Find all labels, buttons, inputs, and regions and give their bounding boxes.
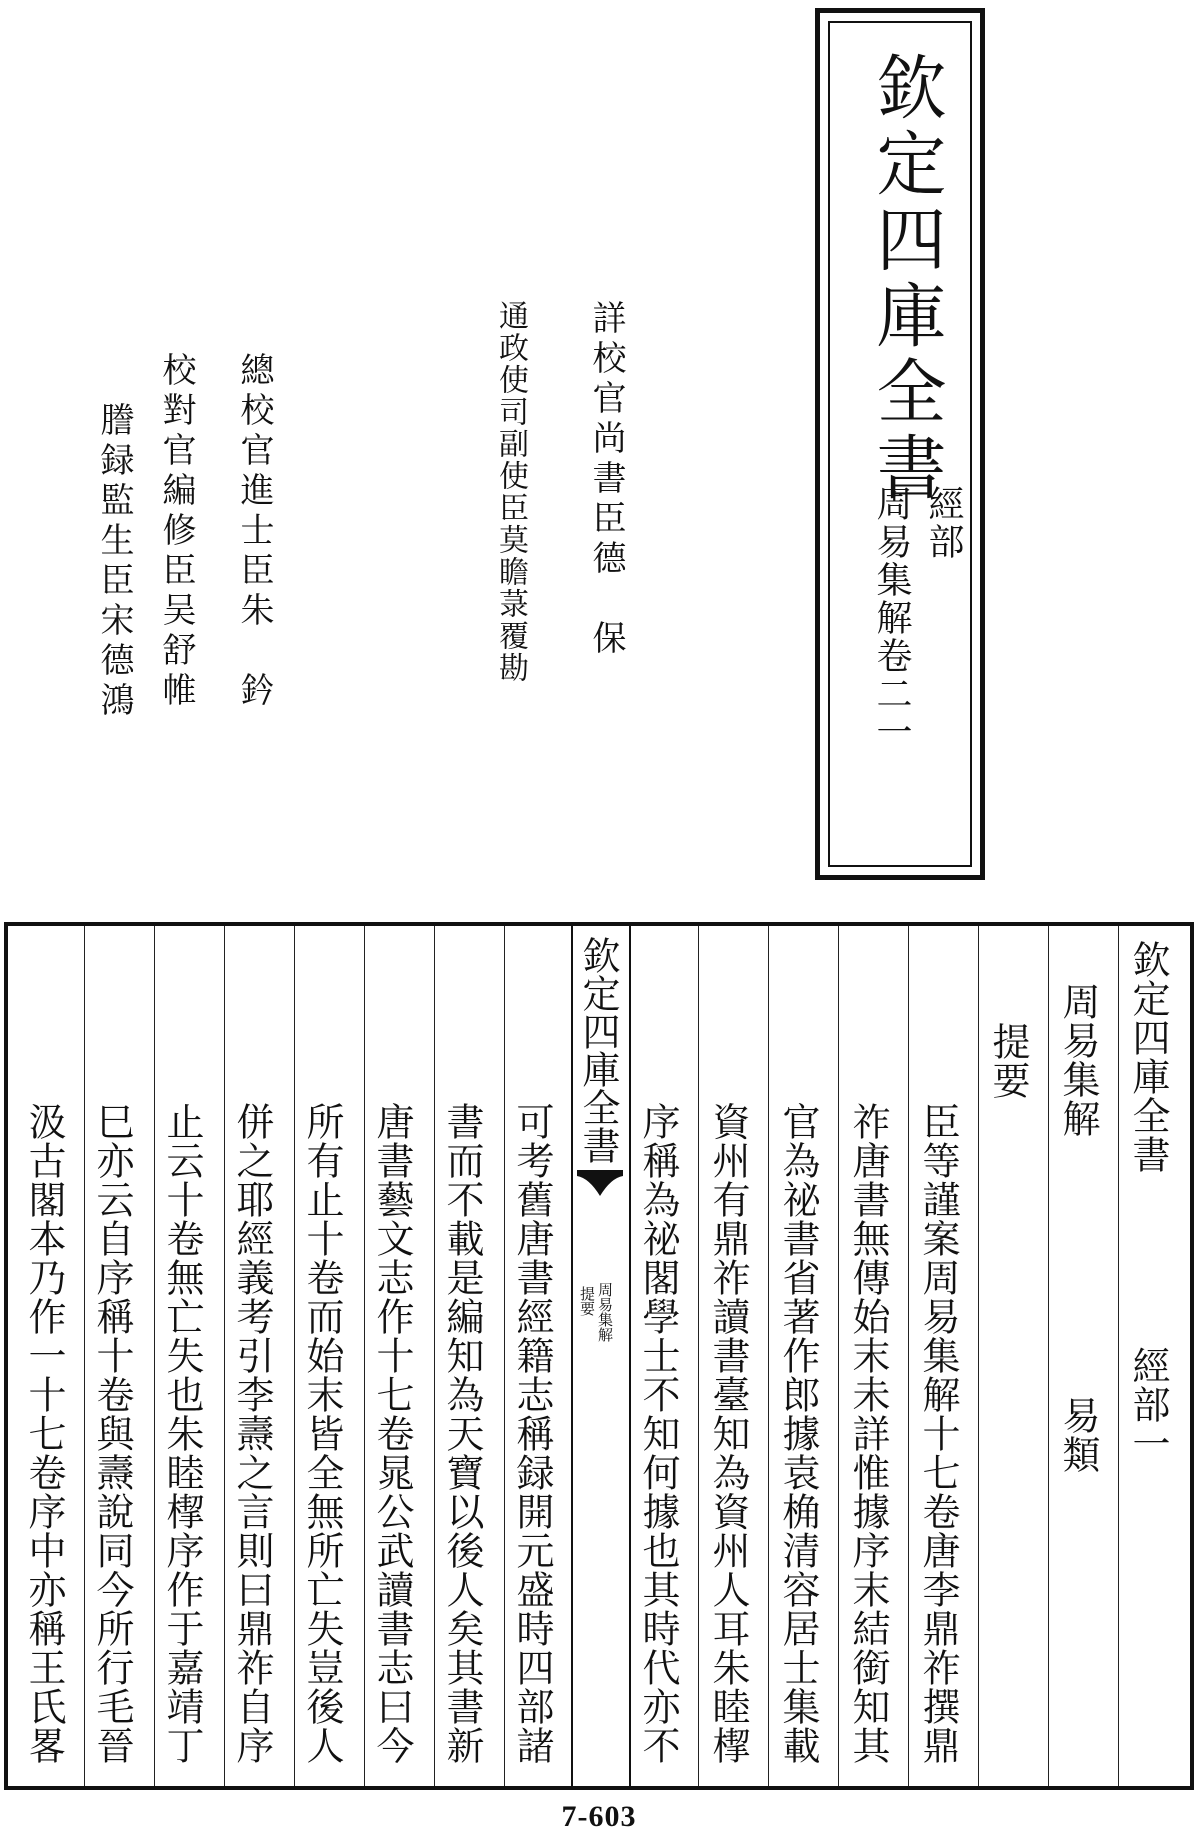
slip-section-label: 經部 <box>923 485 964 561</box>
column-rule <box>154 926 155 1786</box>
book-title: 周易集解 <box>1056 982 1100 1138</box>
official-line-5: 謄録監生臣宋德鴻 <box>94 402 134 722</box>
page-header-category: 經部一 <box>1126 1346 1170 1463</box>
column-rule <box>434 926 435 1786</box>
page-number: 7-603 <box>561 1800 637 1833</box>
body-column: 臣等謹案周易集解十七卷唐李鼎祚撰鼎 <box>916 1102 960 1765</box>
column-rule <box>364 926 365 1786</box>
official-line-3: 總校官進士臣朱 鈐 <box>234 352 274 712</box>
column-rule <box>698 926 699 1786</box>
body-column: 書而不載是編知為天寶以後人矣其書新 <box>440 1102 484 1765</box>
official-line-2: 通政使司副使臣莫瞻菉覆勘 <box>493 300 528 684</box>
column-rule <box>294 926 295 1786</box>
body-column: 巳亦云自序稱十卷與燾說同今所行毛晉 <box>90 1102 134 1765</box>
body-column: 資州有鼎祚讀書臺知為資州人耳朱睦㮮 <box>706 1102 750 1765</box>
center-fold-strip <box>571 926 631 1786</box>
body-column: 唐書藝文志作十七卷晁公武讀書志曰今 <box>370 1102 414 1765</box>
title-slip <box>815 8 985 880</box>
center-subtitle: 周易集解 <box>596 1282 614 1342</box>
page-header-title: 欽定四庫全書 <box>1126 940 1170 1174</box>
center-title: 欽定四庫全書 <box>576 936 620 1164</box>
column-rule <box>908 926 909 1786</box>
page-frame <box>4 922 1194 1790</box>
column-rule <box>224 926 225 1786</box>
official-line-4: 校對官編修臣吴舒帷 <box>156 352 196 712</box>
title-slip-inner-border <box>828 21 972 867</box>
column-rule <box>504 926 505 1786</box>
body-column: 祚唐書無傳始末未詳惟據序末結銜知其 <box>846 1102 890 1765</box>
body-column: 併之耶經義考引李燾之言則曰鼎祚自序 <box>230 1102 274 1765</box>
book-category: 易類 <box>1056 1396 1100 1474</box>
body-column: 可考舊唐書經籍志稱録開元盛時四部諸 <box>510 1102 554 1765</box>
column-rule <box>84 926 85 1786</box>
fishtail-icon <box>577 1170 623 1200</box>
slip-main-title: 欽定四庫全書 <box>865 51 947 507</box>
center-section-label: 提要 <box>578 1286 596 1316</box>
slip-volume-label: 周易集解卷二一 <box>871 485 912 751</box>
column-rule <box>838 926 839 1786</box>
body-column: 序稱為祕閣學士不知何據也其時代亦不 <box>636 1102 680 1765</box>
column-rule <box>1048 926 1049 1786</box>
body-column: 所有止十卷而始末皆全無所亡失豈後人 <box>300 1102 344 1765</box>
official-line-1: 詳校官尚書臣德 保 <box>586 300 626 660</box>
section-heading: 提要 <box>986 1022 1030 1100</box>
column-rule <box>978 926 979 1786</box>
body-column: 官為祕書省著作郎據袁桷清容居士集載 <box>776 1102 820 1765</box>
column-rule <box>1118 926 1119 1786</box>
body-column: 汲古閣本乃作一十七卷序中亦稱王氏畧 <box>22 1102 66 1765</box>
body-column: 止云十卷無亡失也朱睦㮮序作于嘉靖丁 <box>160 1102 204 1765</box>
column-rule <box>768 926 769 1786</box>
